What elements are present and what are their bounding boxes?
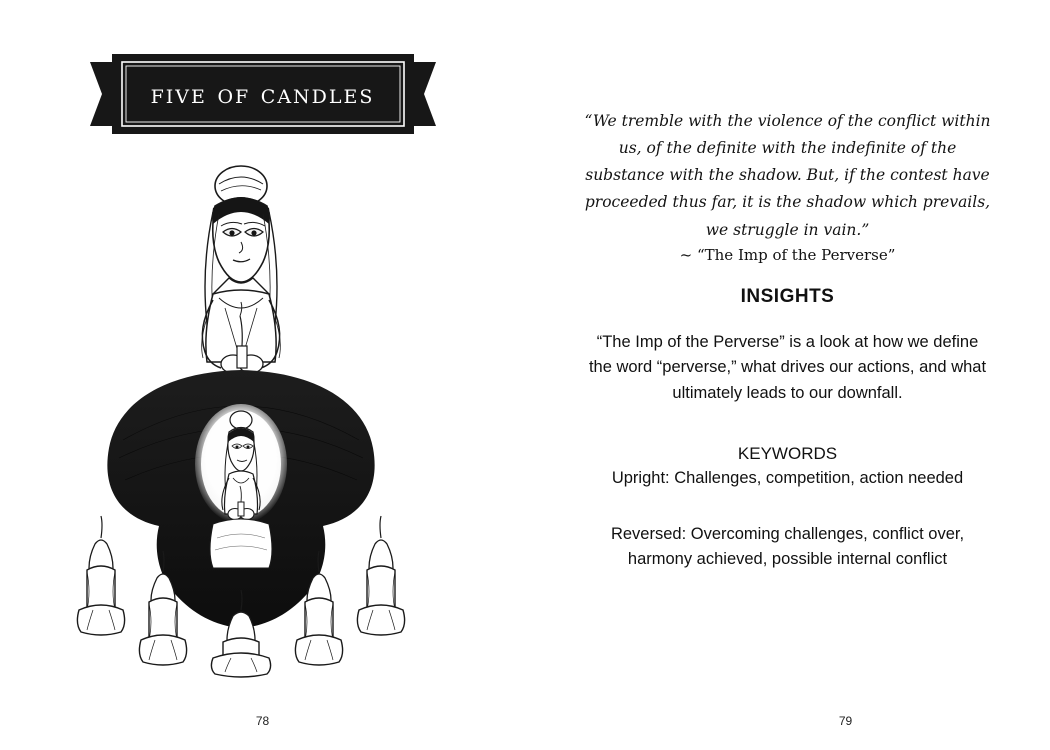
right-page xyxy=(525,0,1050,750)
five-of-candles-illustration xyxy=(63,158,463,678)
candle-1 xyxy=(77,516,124,635)
candle-5 xyxy=(357,516,404,635)
epigraph-attribution: ~ “The Imp of the Perverse” xyxy=(679,245,896,264)
insights-body: “The Imp of the Perverse” is a look at how we define the word “perverse,” what drives our actions, and what ultimately leads to our downfall. xyxy=(588,332,987,402)
card-title: five of candles xyxy=(150,78,375,110)
illustration-svg xyxy=(63,158,463,678)
page-number-right: 79 xyxy=(838,714,853,728)
page-number-left: 78 xyxy=(255,714,270,728)
keywords-upright: Upright: Challenges, competition, action needed xyxy=(611,469,964,488)
banner-shape xyxy=(88,48,438,140)
keywords-reversed: Reversed: Overcoming challenges, conflict over, harmony achieved, possible internal conflict xyxy=(610,524,965,569)
card-title-banner xyxy=(88,48,438,140)
keywords-heading: KEYWORDS xyxy=(737,444,838,464)
epigraph-quote: “We tremble with the violence of the conflict within us, of the definite with the indefinite of the substance with the shadow. But, if the contest have proceeded thus far, it is the shadow which prevails, we struggle in vain.” xyxy=(584,112,991,239)
insights-heading: INSIGHTS xyxy=(740,285,835,307)
